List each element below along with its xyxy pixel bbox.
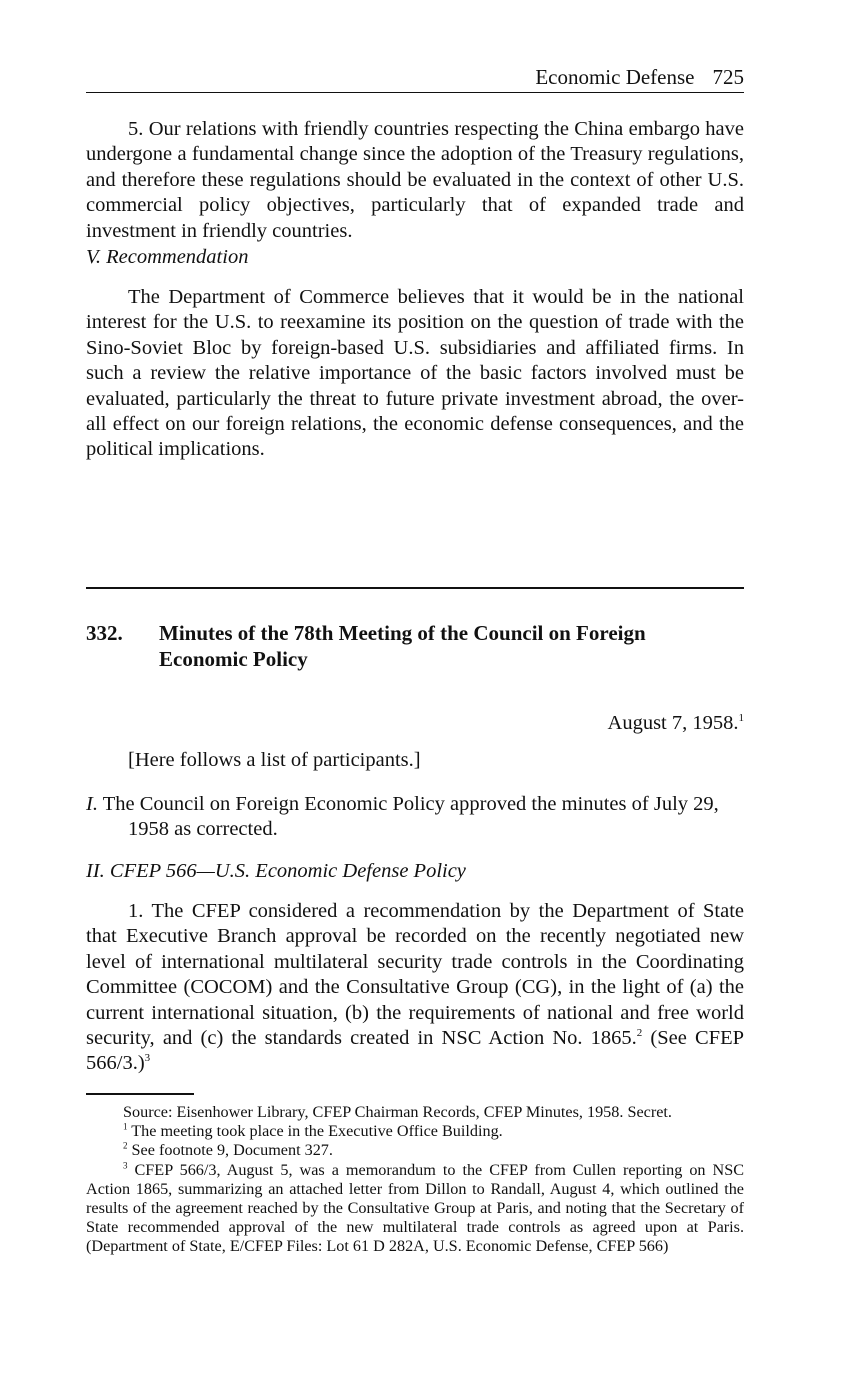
source-note: Source: Eisenhower Library, CFEP Chairman Records, CFEP Minutes, 1958. Secret. — [123, 1103, 672, 1121]
item-2-heading: II. CFEP 566—U.S. Economic Defense Policy — [86, 860, 466, 882]
footnote-3-marker: 3 — [123, 1160, 128, 1171]
paragraph-1 — [86, 899, 744, 1077]
recommendation-heading-block — [86, 245, 744, 270]
document-number: 332. — [86, 621, 123, 645]
paragraph-1-text: 1. The CFEP considered a recommendation by the Department of State that Executive Branch approval be recorded on the recently negotiated new level of international multilateral security trade controls in the Coordinating Committee (COCOM) and the Consultative Group (CG), in the light of (a) the current international situation, (b) the requirements of national and free world security, and (c) the standards created in NSC Action No. 1865. — [86, 900, 744, 1050]
header-rule — [86, 92, 744, 93]
footnote-rule — [86, 1093, 194, 1095]
footnote-ref-2: 2 — [636, 1027, 643, 1040]
footnote-2 — [86, 1141, 744, 1160]
paragraph-1-tail: (See CFEP 566/3.) — [86, 1027, 744, 1075]
recommendation-paragraph: The Department of Commerce believes that it would be in the national interest for the U.S. to reexamine its position on the question of trade with the Sino-Soviet Bloc by foreign-based U.S. subsidiaries and affiliated firms. In such a review the relative importance of the basic factors involved must be evaluated, particularly the threat to future private investment abroad, the over-all effect on our foreign relations, the economic defense consequences, and the political implications. — [86, 286, 744, 461]
item-1-label: I. — [86, 793, 98, 815]
footnote-1-marker: 1 — [123, 1121, 128, 1132]
item-1 — [86, 792, 744, 843]
footnote-3-text: CFEP 566/3, August 5, was a memorandum to the CFEP from Cullen reporting on NSC Action 1865, summarizing an attached letter from Dillon to Randall, August 4, which outlined the results of the agreement reached by the Consultative Group at Paris, and noting that the Secretary of State recommended approval of the new multilateral trade controls as agreed upon at Paris. (Department of State, E/CFEP Files: Lot 61 D 282A, U.S. Economic Defense, CFEP 566) — [86, 1160, 744, 1256]
footnote-ref-1: 1 — [738, 712, 744, 725]
footnote-ref-3: 3 — [144, 1052, 151, 1065]
item-1-block — [86, 792, 744, 843]
item-2-heading-block — [86, 859, 744, 884]
participants-note: [Here follows a list of participants.] — [128, 749, 421, 771]
section-heading-recommendation: V. Recommendation — [86, 246, 249, 268]
document-title: Minutes of the 78th Meeting of the Council on Foreign Economic Policy — [159, 621, 646, 671]
recommendation-block — [86, 285, 744, 463]
section-divider — [86, 587, 744, 589]
footnote-1-text: The meeting took place in the Executive Office Building. — [127, 1122, 503, 1141]
running-head-title: Economic Defense — [535, 65, 695, 89]
footnote-2-text: See footnote 9, Document 327. — [127, 1141, 333, 1160]
page-number: 725 — [712, 65, 744, 89]
document-date — [86, 710, 744, 736]
footnote-2-marker: 2 — [123, 1141, 128, 1152]
footnote-3 — [86, 1161, 744, 1257]
paragraph-1-block — [86, 899, 744, 1077]
running-head — [86, 64, 744, 90]
footnotes — [86, 1103, 744, 1257]
date-text: August 7, 1958. — [607, 712, 739, 734]
participants-block — [86, 748, 744, 773]
paragraph-5: 5. Our relations with friendly countries respecting the China embargo have undergone a fundamental change since the adoption of the Treasury regulations, and therefore these regulations should be evaluated in the context of other U.S. commercial policy objectives, particularly that of expanded trade and investment in friendly countries. — [86, 118, 744, 242]
item-1-text: The Council on Foreign Economic Policy approved the minutes of July 29, 1958 as corrected. — [102, 793, 719, 841]
footnote-1 — [86, 1122, 744, 1141]
paragraph-5-block — [86, 117, 744, 244]
